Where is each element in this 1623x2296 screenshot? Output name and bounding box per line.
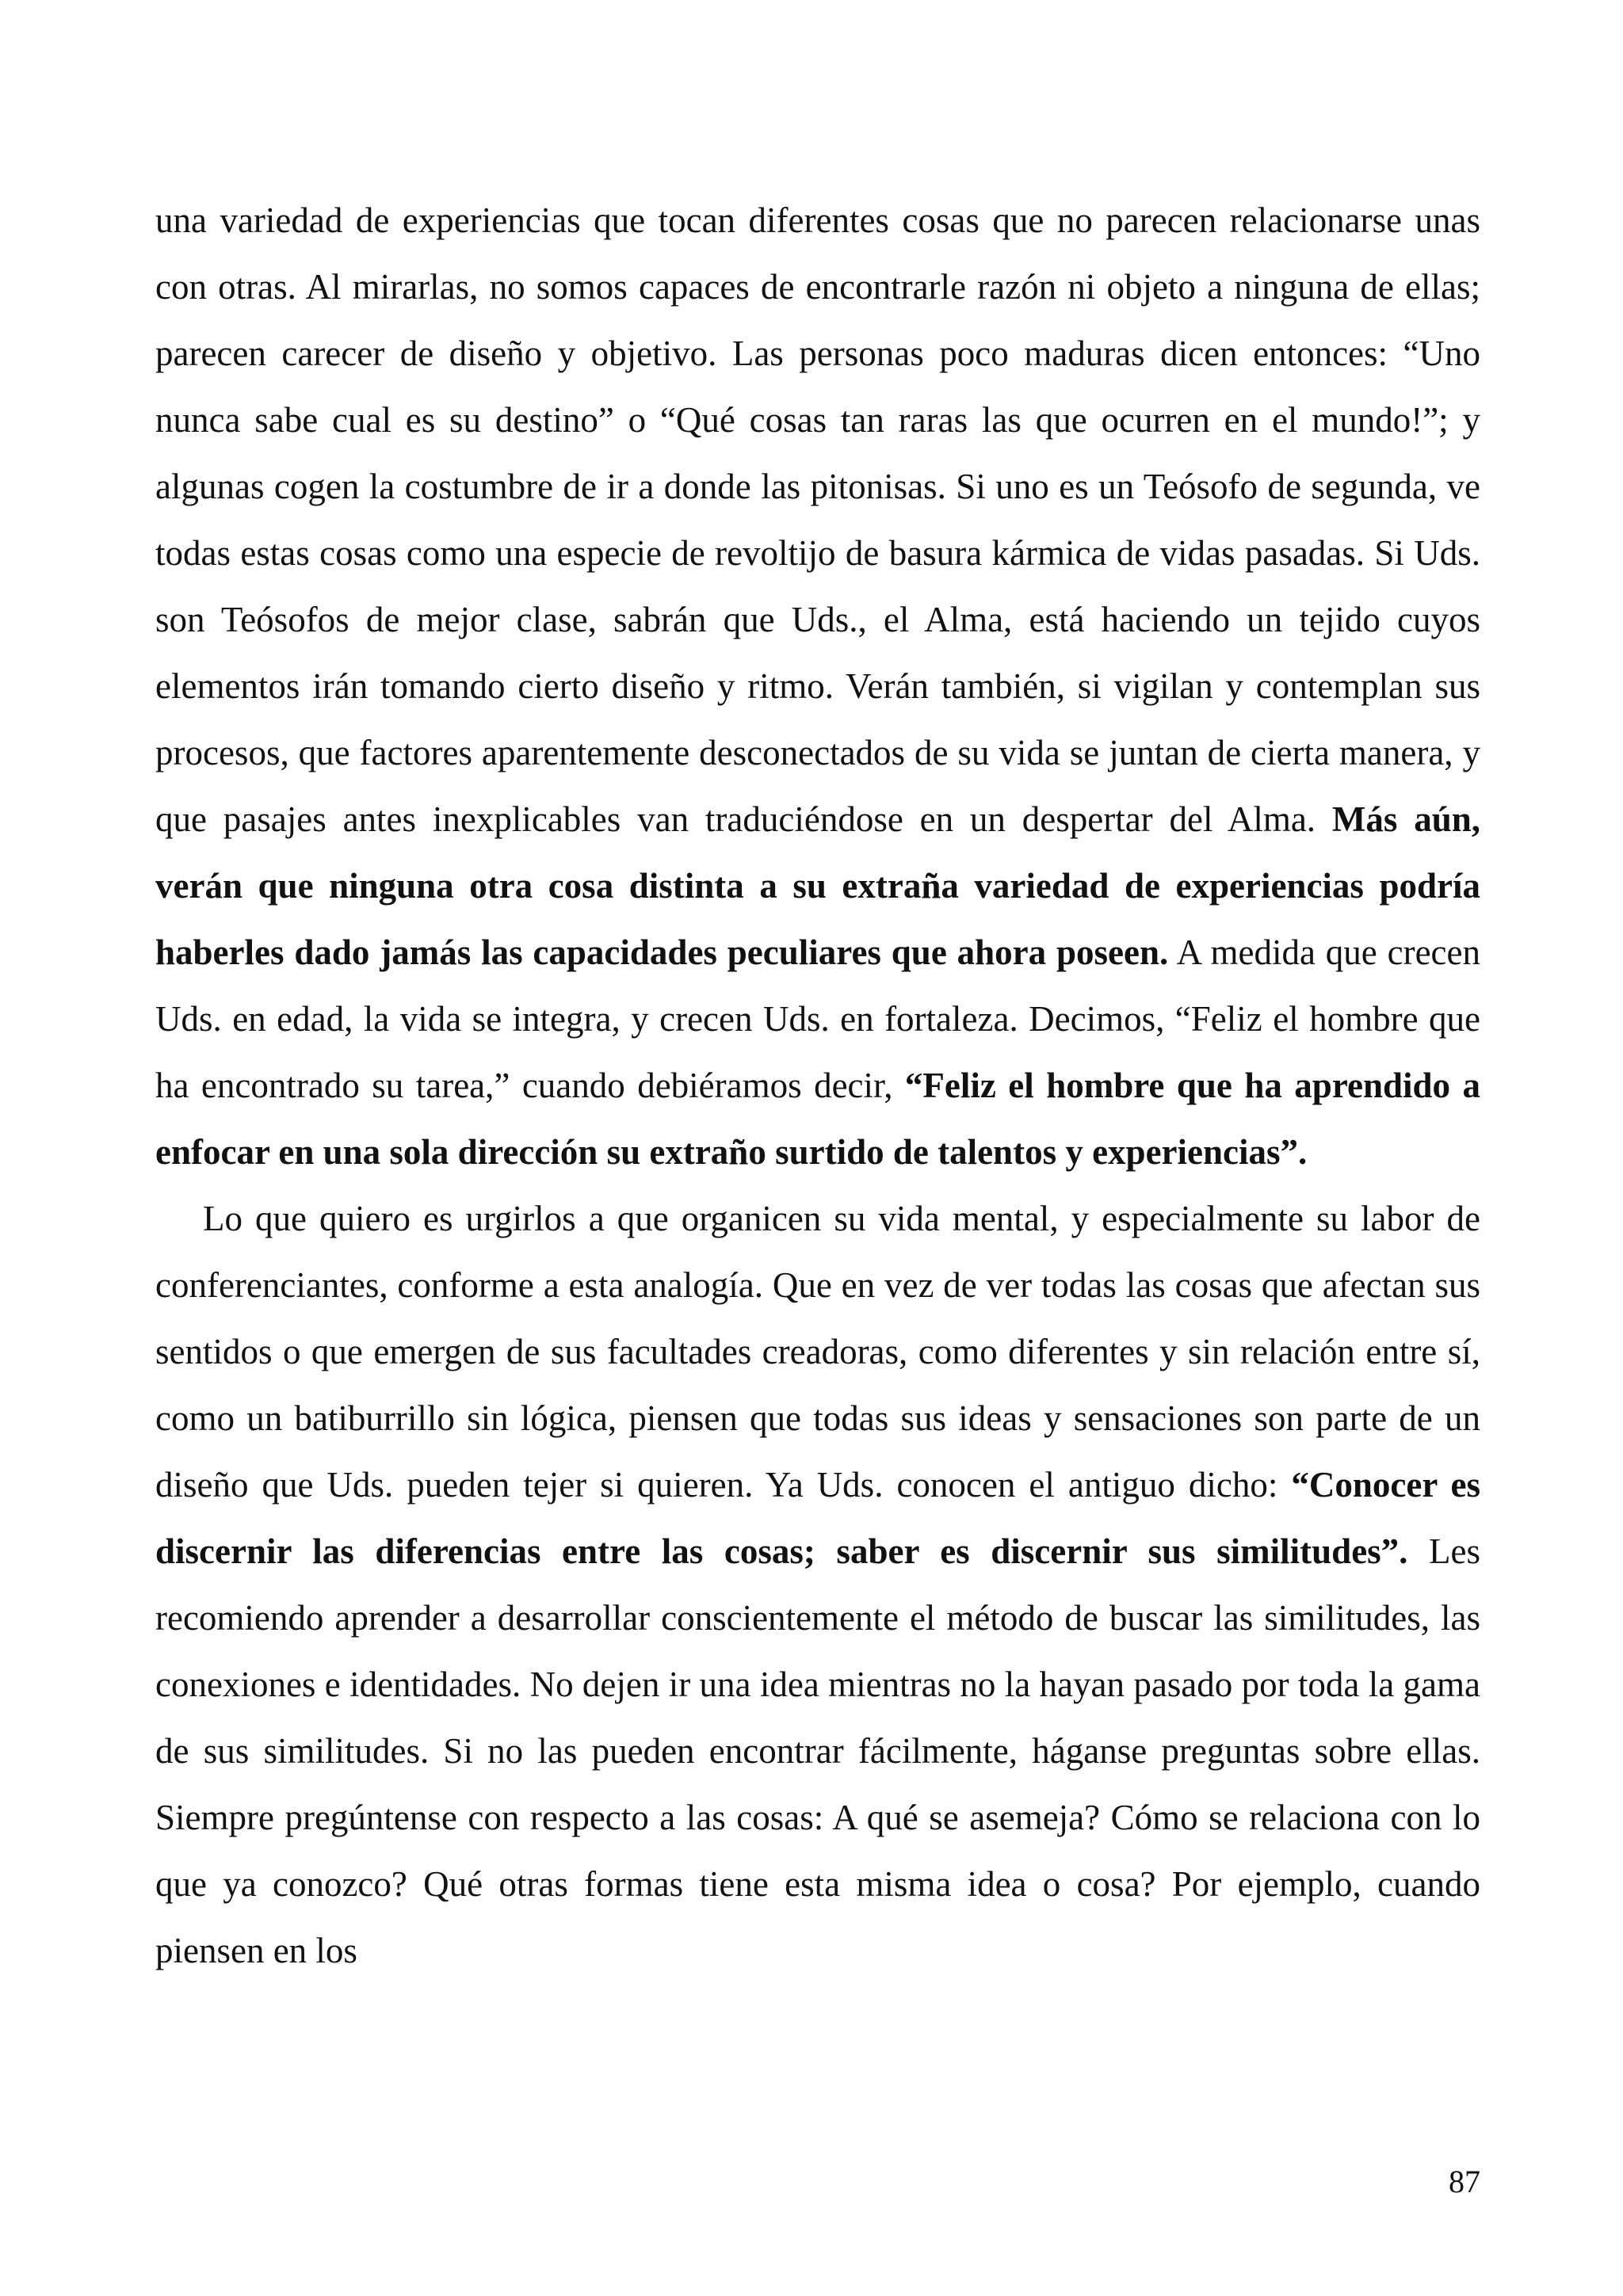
paragraph-2 <box>155 1185 1480 1984</box>
bold-segment: “Conocer es discernir las diferencias entre las cosas; saber es discernir sus similitudes”. <box>155 1465 1480 1571</box>
text-segment: A medida que crecen Uds. en edad, la vida se integra, y crecen Uds. en fortaleza. Decimos, “Feliz el hombre que ha encontrado su tarea,” cuando debiéramos decir, <box>155 933 1480 1105</box>
bold-segment: Más aún, verán que ninguna otra cosa distinta a su extraña variedad de experiencias podría haberles dado jamás las capacidades peculiares que ahora poseen. <box>155 799 1480 972</box>
page-number: 87 <box>1449 2164 1480 2199</box>
bold-segment: “Feliz el hombre que ha aprendido a enfocar en una sola dirección su extraño surtido de talentos y experiencias”. <box>155 1066 1480 1172</box>
text-segment: Lo que quiero es urgirlos a que organicen su vida mental, y especialmente su labor de conferenciantes, conforme a esta analogía. Que en vez de ver todas las cosas que afectan sus sentidos o que emergen de sus facultades creadoras, como diferentes y sin relación entre sí, como un batiburrillo sin lógica, piensen que todas sus ideas y sensaciones son parte de un diseño que Uds. pueden tejer si quieren. Ya Uds. conocen el antiguo dicho: <box>155 1199 1480 1505</box>
paragraph-1 <box>155 187 1480 1185</box>
body-text <box>155 187 1480 1984</box>
text-segment: Les recomiendo aprender a desarrollar conscientemente el método de buscar las similitudes, las conexiones e identidades. No dejen ir una idea mientras no la hayan pasado por toda la gama de sus similitudes. Si no las pueden encontrar fácilmente, háganse preguntas sobre ellas. Siempre pregúntense con respecto a las cosas: A qué se asemeja? Cómo se relaciona con lo que ya conozco? Qué otras formas tiene esta misma idea o cosa? Por ejemplo, cuando piensen en los <box>155 1531 1480 1970</box>
text-segment: una variedad de experiencias que tocan diferentes cosas que no parecen relacionarse unas con otras. Al mirarlas, no somos capaces de encontrarle razón ni objeto a ninguna de ellas; parecen carecer de diseño y objetivo. Las personas poco maduras dicen entonces: “Uno nunca sabe cual es su destino” o “Qué cosas tan raras las que ocurren en el mundo!”; y algunas cogen la costumbre de ir a donde las pitonisas. Si uno es un Teósofo de segunda, ve todas estas cosas como una especie de revoltijo de basura kármica de vidas pasadas. Si Uds. son Teósofos de mejor clase, sabrán que Uds., el Alma, está haciendo un tejido cuyos elementos irán tomando cierto diseño y ritmo. Verán también, si vigilan y contemplan sus procesos, que factores aparentemente desconectados de su vida se juntan de cierta manera, y que pasajes antes inexplicables van traduciéndose en un despertar del Alma. <box>155 200 1480 839</box>
